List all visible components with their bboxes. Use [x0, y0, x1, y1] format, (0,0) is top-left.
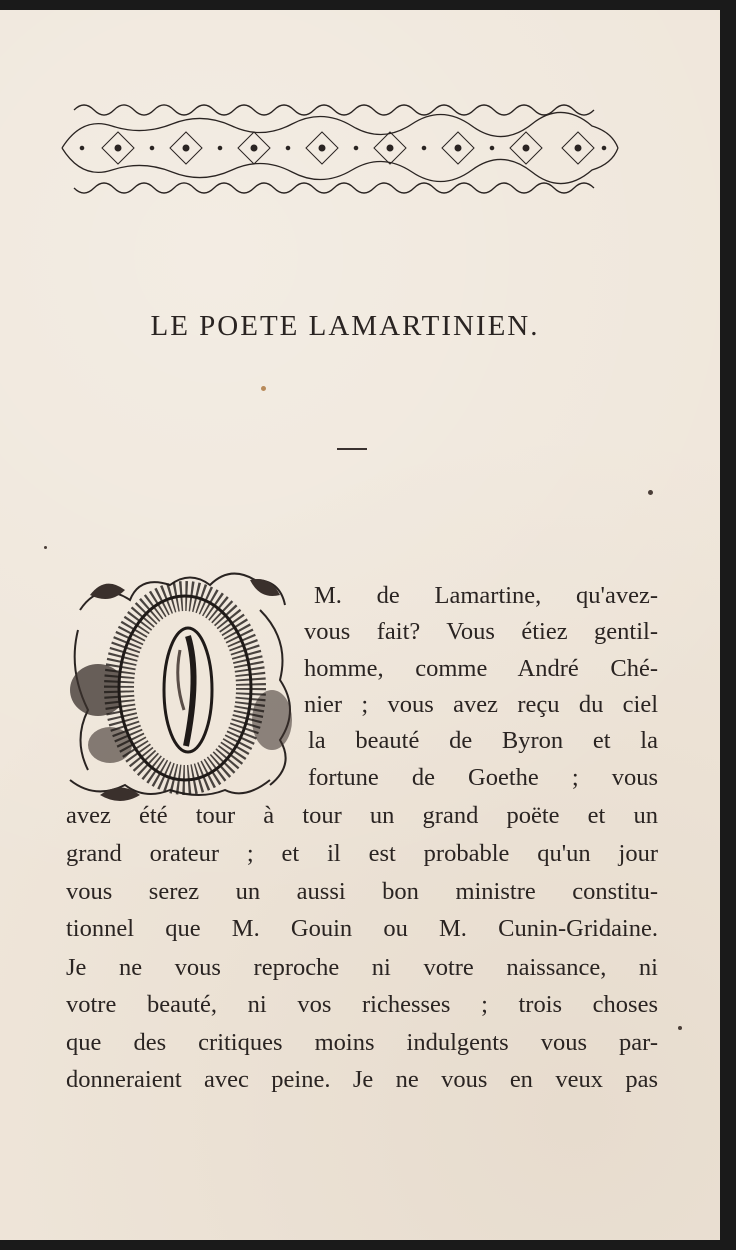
text-line: avez été tour à tour un grand poëte et un [66, 802, 658, 829]
text-line: grand orateur ; et il est probable qu'un jour [66, 840, 658, 867]
chapter-title: LE POETE LAMARTINIEN. [150, 310, 540, 342]
text-line: vous fait? Vous étiez gentil- [304, 618, 658, 645]
text-line: Je ne vous reproche ni votre naissance, ni [66, 954, 658, 981]
text-line: homme, comme André Ché- [304, 655, 658, 682]
paper-speck [678, 1026, 682, 1030]
text-line: la beauté de Byron et la [308, 727, 658, 754]
text-line: tionnel que M. Gouin ou M. Cunin-Gridaine. [66, 915, 658, 942]
text-line: nier ; vous avez reçu du ciel [304, 691, 658, 718]
text-line: que des critiques moins indulgents vous par- [66, 1029, 658, 1056]
ornamental-headpiece [52, 96, 624, 200]
book-page [0, 10, 720, 1240]
decorated-drop-cap [60, 570, 300, 806]
paper-speck [44, 546, 47, 549]
text-line: donneraient avec peine. Je ne vous en veux pas [66, 1066, 658, 1093]
text-line: M. de Lamartine, qu'avez- [314, 582, 658, 609]
text-line: fortune de Goethe ; vous [308, 764, 658, 791]
paper-speck [261, 386, 266, 391]
text-line: vous serez un aussi bon ministre constitu- [66, 878, 658, 905]
paper-speck [648, 490, 653, 495]
title-divider [337, 448, 367, 450]
text-line: votre beauté, ni vos richesses ; trois choses [66, 991, 658, 1018]
